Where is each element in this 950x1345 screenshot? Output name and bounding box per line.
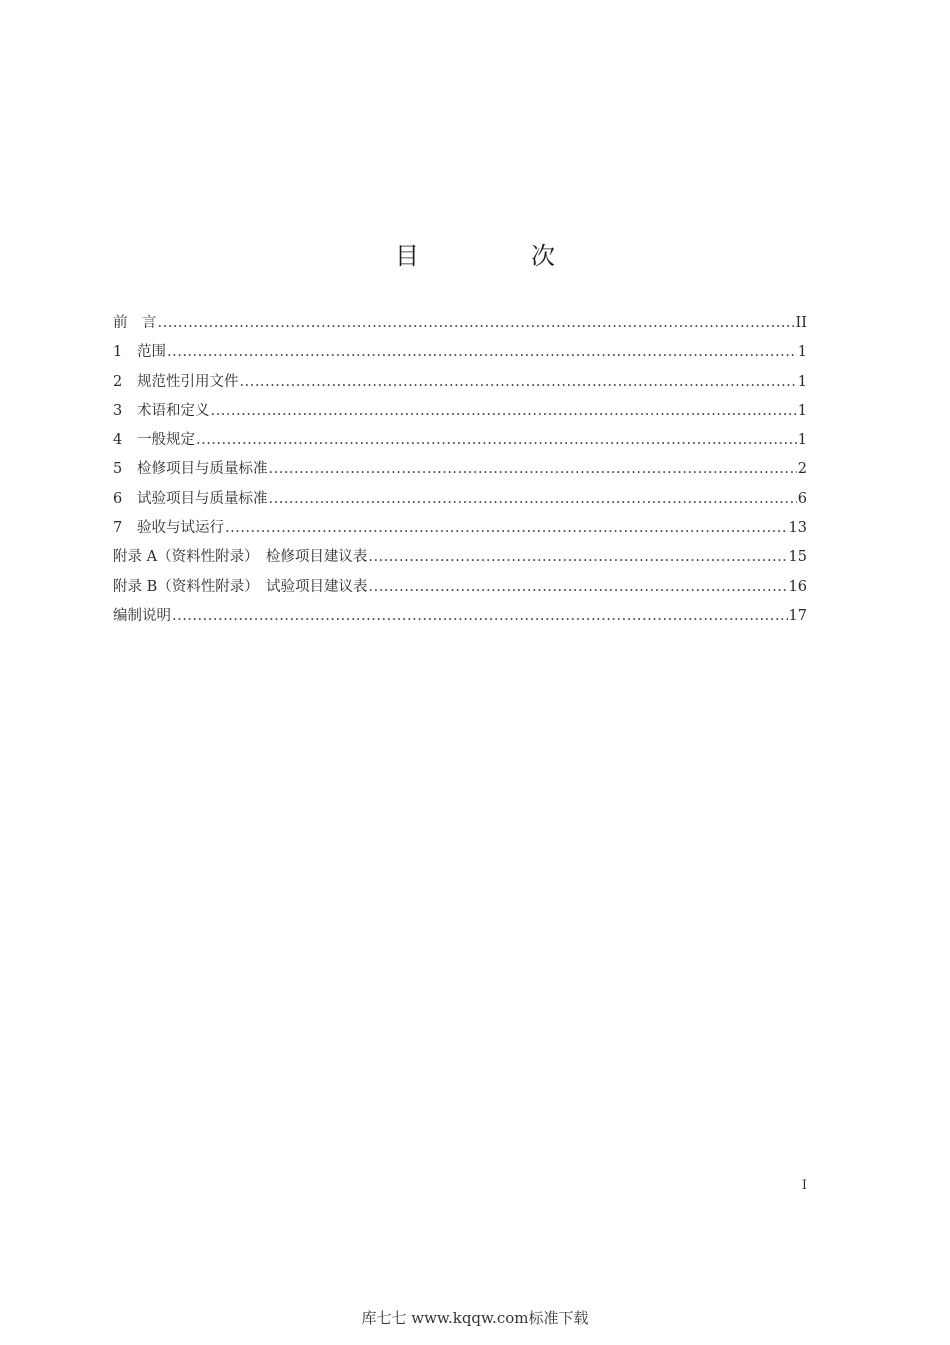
page-number: I (801, 1178, 807, 1193)
table-of-contents (113, 309, 807, 631)
toc-label: 验收与试运行 (137, 520, 224, 537)
toc-leader-dots (369, 573, 788, 602)
toc-section-number: 6 (113, 490, 123, 507)
toc-label: 术语和定义 (137, 402, 210, 419)
toc-page-number: 17 (788, 607, 807, 624)
toc-section-number: 2 (113, 373, 123, 390)
toc-label: 附录 A（资料性附录） 检修项目建议表 (113, 549, 368, 566)
footer-watermark: 库七七 www.kqqw.com标准下载 (361, 1309, 589, 1327)
toc-leader-dots (269, 455, 797, 484)
toc-page-number: 13 (788, 520, 807, 537)
toc-entry-4[interactable] (113, 426, 807, 455)
toc-label: 一般规定 (137, 432, 195, 449)
toc-page-number: 1 (797, 432, 807, 449)
toc-label: 前 言 (113, 315, 157, 331)
toc-section-number: 5 (113, 461, 123, 478)
toc-section-number: 3 (113, 402, 123, 419)
toc-leader-dots (269, 485, 797, 514)
toc-label: 试验项目与质量标准 (137, 490, 268, 507)
toc-entry-appendix-b[interactable] (113, 573, 807, 602)
toc-leader-dots (196, 426, 797, 455)
toc-label: 规范性引用文件 (137, 373, 239, 390)
toc-page-number: II (795, 315, 807, 331)
toc-page-number: 1 (797, 402, 807, 419)
toc-label: 检修项目与质量标准 (137, 461, 268, 478)
toc-leader-dots (172, 602, 788, 631)
toc-page-number: 2 (797, 461, 807, 478)
toc-entry-foreword[interactable] (113, 309, 807, 338)
toc-leader-dots (225, 514, 788, 543)
toc-entry-2[interactable] (113, 368, 807, 397)
toc-leader-dots (211, 397, 797, 426)
toc-label: 附录 B（资料性附录） 试验项目建议表 (113, 578, 368, 595)
page-title: 目 次 (395, 242, 599, 270)
toc-entry-5[interactable] (113, 455, 807, 484)
toc-leader-dots (368, 543, 787, 572)
toc-leader-dots (240, 368, 797, 397)
toc-section-number: 4 (113, 432, 123, 449)
toc-entry-3[interactable] (113, 397, 807, 426)
toc-page-number: 15 (788, 549, 807, 566)
toc-page-number: 6 (797, 490, 807, 507)
toc-leader-dots (167, 338, 797, 367)
toc-entry-explanation[interactable] (113, 602, 807, 631)
toc-section-number: 7 (113, 520, 123, 537)
toc-entry-6[interactable] (113, 485, 807, 514)
toc-entry-appendix-a[interactable] (113, 543, 807, 572)
toc-label: 范围 (137, 344, 166, 361)
toc-label: 编制说明 (113, 607, 171, 624)
toc-entry-1[interactable] (113, 338, 807, 367)
toc-entry-7[interactable] (113, 514, 807, 543)
toc-page-number: 16 (788, 578, 807, 595)
toc-page-number: 1 (797, 344, 807, 361)
toc-page-number: 1 (797, 373, 807, 390)
toc-section-number: 1 (113, 344, 123, 361)
toc-leader-dots (158, 309, 795, 338)
